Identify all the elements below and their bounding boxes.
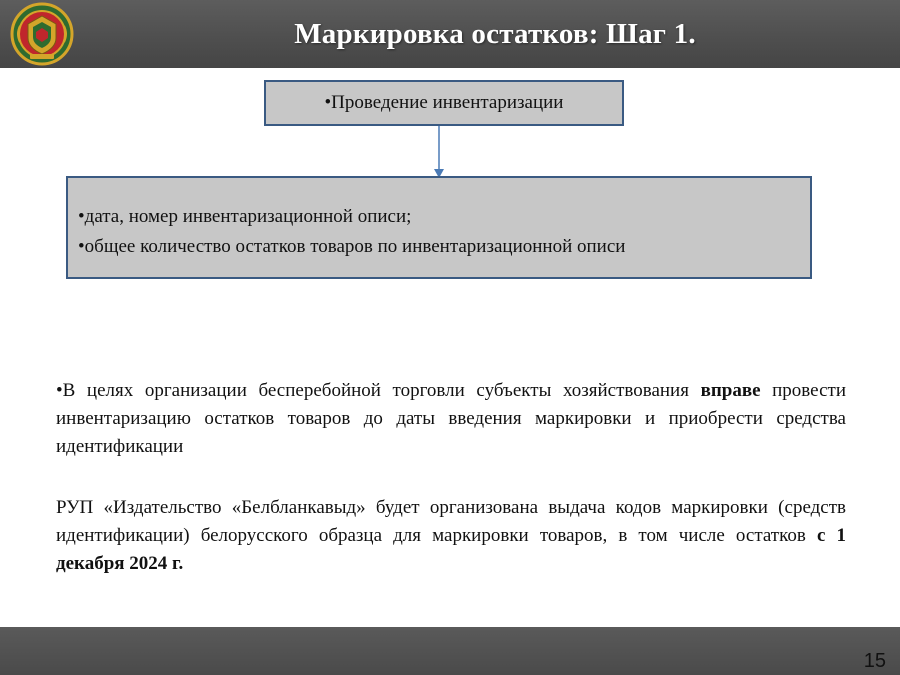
paragraph-text: провести инвентаризацию остатков товаров до даты введения маркировки и приобрести средства идентификации [56, 380, 846, 457]
list-item: •дата, номер инвентаризационной описи; [78, 206, 412, 227]
details-list [78, 202, 800, 262]
info-paragraph-1 [56, 377, 846, 461]
details-box [66, 176, 812, 279]
customs-emblem-icon [10, 2, 74, 66]
paragraph-text: РУП «Издательство «Белбланкавыд» будет организована выдача кодов маркировки (средств идентификации) белорусского образца для маркировки товаров, в том числе остатков [56, 497, 846, 546]
down-arrow-icon [432, 126, 446, 178]
emphasis-text: вправе [700, 380, 761, 401]
list-item: •общее количество остатков товаров по инвентаризационной описи [78, 236, 626, 257]
page-title: Маркировка остатков: Шаг 1. [294, 18, 696, 50]
step-box [264, 80, 624, 126]
footer-bar [0, 627, 900, 675]
page-number: 15 [863, 650, 886, 672]
paragraph-text: •В целях организации бесперебойной торговли субъекты хозяйствования [56, 380, 701, 401]
info-paragraph-2 [56, 494, 846, 578]
emphasis-date: с 1 декабря 2024 г. [56, 525, 846, 574]
step-box-label: •Проведение инвентаризации [324, 92, 564, 113]
header-bar [0, 0, 900, 68]
